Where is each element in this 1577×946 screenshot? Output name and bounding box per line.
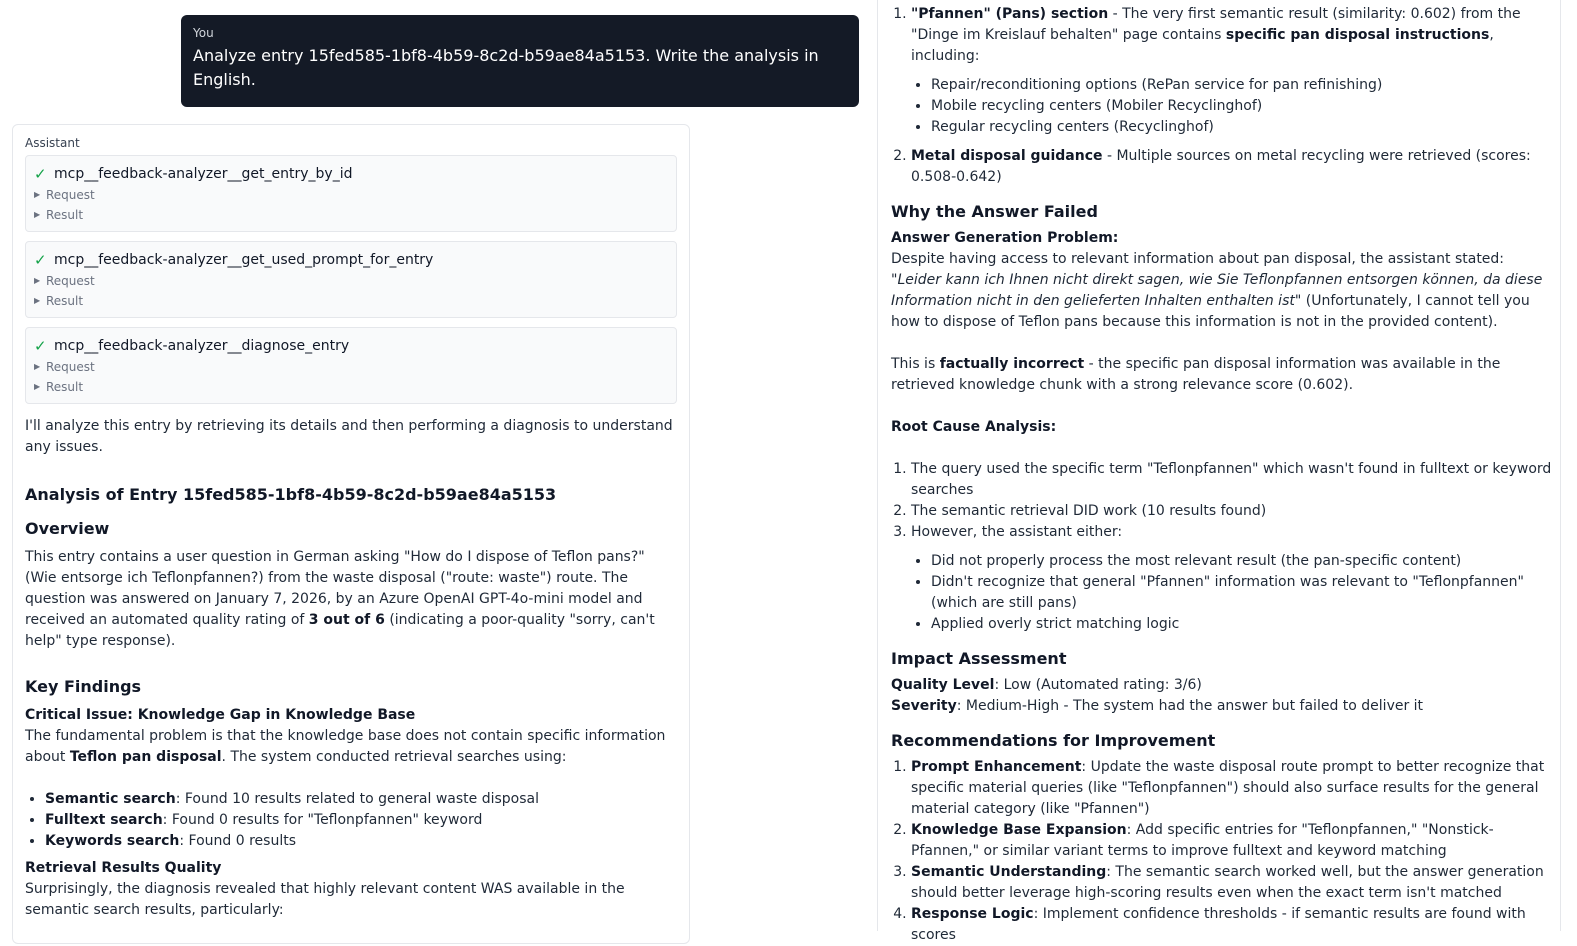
- critical-text-end: . The system conducted retrieval searches using:: [221, 749, 567, 765]
- triangle-right-icon: ▶: [34, 190, 41, 199]
- triangle-right-icon: ▶: [34, 382, 41, 391]
- tool-result-toggle[interactable]: [34, 291, 668, 311]
- fi-text-end: - the specific pan disposal information was available in the retrieved knowledge chunk with a strong relevance score (0.602).: [891, 356, 1501, 393]
- check-icon: ✓: [34, 251, 47, 269]
- retrieval-paragraph: Surprisingly, the diagnosis revealed that highly relevant content WAS available in the semantic search results, particularly:: [25, 881, 625, 918]
- impact-heading: Impact Assessment: [891, 649, 1067, 668]
- tool-call-header: [34, 249, 668, 271]
- list-item-text: However, the assistant either:: [911, 524, 1123, 540]
- tool-result-label: Result: [46, 380, 84, 394]
- tool-request-toggle[interactable]: [34, 185, 668, 205]
- rec-label: Response Logic: [911, 906, 1034, 922]
- list-item: [911, 904, 1552, 946]
- tool-name: mcp__feedback-analyzer__diagnose_entry: [54, 338, 350, 354]
- analysis-continuation-pane: [877, 0, 1560, 943]
- check-icon: ✓: [34, 165, 47, 183]
- critical-bold: Teflon pan disposal: [69, 749, 222, 765]
- check-icon: ✓: [34, 337, 47, 355]
- root-cause-list: [891, 459, 1552, 635]
- severity-text: : Medium-High - The system had the answer but failed to deliver it: [956, 698, 1424, 714]
- overview-rating: 3 out of 6: [308, 612, 385, 628]
- quality-level-line: [891, 675, 1552, 696]
- recommendations-list: [891, 757, 1552, 946]
- tool-result-toggle[interactable]: [34, 205, 668, 225]
- pane-divider: [1560, 0, 1561, 931]
- key-findings-heading: Key Findings: [25, 677, 142, 696]
- triangle-right-icon: ▶: [34, 296, 41, 305]
- tool-call-header: [34, 335, 668, 357]
- agp-quote: "Leider kann ich Ihnen nicht direkt sagen, wie Sie Teflonpfannen entsorgen können, da diese Information nicht in den gelieferten Inhalten enthalten ist": [891, 272, 1543, 309]
- tool-result-label: Result: [46, 294, 84, 308]
- list-item: [911, 757, 1552, 820]
- agp-text-end: (Unfortunately, I cannot tell you how to dispose of Teflon pans because this information is not in the provided content).: [891, 293, 1530, 330]
- list-item: 2. The semantic retrieval DID work (10 results found): [911, 501, 1552, 522]
- assistant-intro: I'll analyze this entry by retrieving its details and then performing a diagnosis to understand any issues.: [25, 418, 673, 455]
- list-item: [45, 789, 677, 810]
- quality-text: : Low (Automated rating: 3/6): [994, 677, 1202, 693]
- assistant-label: Assistant: [25, 136, 80, 150]
- severity-label: Severity: [891, 698, 957, 714]
- tool-call-diagnose: [25, 327, 677, 404]
- tool-request-toggle[interactable]: [34, 357, 668, 377]
- item-text-end: , including:: [911, 27, 1494, 64]
- list-item: [911, 146, 1552, 188]
- tool-call-get-used-prompt: [25, 241, 677, 318]
- overview-text-end: (indicating a poor-quality "sorry, can't help" type response).: [25, 612, 655, 649]
- search-text: : Found 0 results for "Teflonpfannen" keyword: [162, 812, 483, 828]
- user-message-text: Analyze entry 15fed585-1bf8-4b59-8c2d-b59ae84a5153. Write the analysis in English.: [193, 46, 819, 89]
- severity-line: [891, 696, 1552, 717]
- why-failed-heading: Why the Answer Failed: [891, 202, 1098, 221]
- fi-bold: factually incorrect: [939, 356, 1085, 372]
- item-bold: "Pfannen" (Pans) section: [911, 6, 1109, 22]
- factually-incorrect-paragraph: [891, 354, 1552, 396]
- list-item: [45, 810, 677, 831]
- fi-text: This is: [891, 356, 940, 372]
- list-item: [911, 522, 1552, 635]
- tool-request-label: Request: [46, 188, 95, 202]
- root-cause-heading: Root Cause Analysis:: [891, 419, 1057, 435]
- triangle-right-icon: ▶: [34, 276, 41, 285]
- search-results-list: [25, 789, 677, 852]
- rec-text: : Add specific entries for "Teflonpfannen," "Nonstick-Pfannen," or similar variant terms to improve fulltext and keyword matching: [911, 822, 1494, 859]
- user-label: You: [193, 26, 214, 40]
- agp-text: Despite having access to relevant information about pan disposal, the assistant stated:: [891, 251, 1505, 267]
- rec-label: Semantic Understanding: [911, 864, 1107, 880]
- triangle-right-icon: ▶: [34, 210, 41, 219]
- critical-issue-heading: Critical Issue: Knowledge Gap in Knowledge Base: [25, 707, 416, 723]
- quality-label: Quality Level: [891, 677, 995, 693]
- list-item: [911, 820, 1552, 862]
- retrieval-heading: Retrieval Results Quality: [25, 860, 222, 876]
- list-item: • Applied overly strict matching logic: [931, 614, 1552, 635]
- rec-text: : The semantic search worked well, but the answer generation should better leverage high-scoring results even when the exact term isn't matched: [911, 864, 1544, 901]
- tool-call-header: [34, 163, 668, 185]
- item-bold: Metal disposal guidance: [911, 148, 1103, 164]
- overview-heading: Overview: [25, 519, 110, 538]
- answer-generation-heading: Answer Generation Problem:: [891, 230, 1119, 246]
- list-item: • Did not properly process the most relevant result (the pan-specific content): [931, 551, 1552, 572]
- search-label: Fulltext search: [45, 812, 163, 828]
- rec-text: : Update the waste disposal route prompt to better recognize that specific material queries (like "Teflonpfannen") should also surface results for the general material category (like "Pfannen"): [911, 759, 1545, 817]
- tool-request-label: Request: [46, 360, 95, 374]
- list-item: [911, 862, 1552, 904]
- item-text: - The very first semantic result (similarity: 0.602) from the "Dinge im Kreislauf behalten" page contains: [911, 6, 1521, 43]
- search-text: : Found 0 results: [179, 833, 296, 849]
- triangle-right-icon: ▶: [34, 362, 41, 371]
- retrieved-content-list: [891, 4, 1552, 188]
- search-label: Keywords search: [45, 833, 180, 849]
- analysis-title: Analysis of Entry 15fed585-1bf8-4b59-8c2d-b59ae84a5153: [25, 485, 557, 504]
- rec-label: Prompt Enhancement: [911, 759, 1082, 775]
- tool-result-label: Result: [46, 208, 84, 222]
- rec-label: Knowledge Base Expansion: [911, 822, 1127, 838]
- tool-name: mcp__feedback-analyzer__get_entry_by_id: [54, 166, 353, 182]
- search-label: Semantic search: [45, 791, 176, 807]
- list-item: • Didn't recognize that general "Pfannen" information was relevant to "Teflonpfannen" (which are still pans): [931, 572, 1552, 614]
- answer-generation-paragraph: [891, 249, 1552, 333]
- tool-request-label: Request: [46, 274, 95, 288]
- critical-text: The fundamental problem is that the knowledge base does not contain specific information about: [25, 728, 666, 765]
- recommendations-heading: Recommendations for Improvement: [891, 731, 1216, 750]
- list-item: • Regular recycling centers (Recyclinghof): [931, 117, 1552, 138]
- list-item: [911, 4, 1552, 138]
- list-item: [45, 831, 677, 852]
- tool-request-toggle[interactable]: [34, 271, 668, 291]
- list-item: • Repair/reconditioning options (RePan service for pan refinishing): [931, 75, 1552, 96]
- overview-paragraph: [25, 547, 677, 652]
- tool-name: mcp__feedback-analyzer__get_used_prompt_for_entry: [54, 252, 434, 268]
- search-text: : Found 10 results related to general waste disposal: [175, 791, 539, 807]
- item-bold-inline: specific pan disposal instructions: [1225, 27, 1490, 43]
- pan-options-list: [911, 75, 1552, 138]
- rec-text: : Implement confidence thresholds - if semantic results are found with scores: [911, 906, 1526, 943]
- user-message: [181, 15, 859, 107]
- critical-issue-paragraph: [25, 726, 677, 768]
- tool-call-get-entry: [25, 155, 677, 232]
- item-text: - Multiple sources on metal recycling were retrieved (scores: 0.508-0.642): [911, 148, 1531, 185]
- assistant-errors-list: [911, 551, 1552, 635]
- list-item: 1. The query used the specific term "Teflonpfannen" which wasn't found in fulltext or keyword searches: [911, 459, 1552, 501]
- tool-result-toggle[interactable]: [34, 377, 668, 397]
- overview-text: This entry contains a user question in German asking "How do I dispose of Teflon pans?" (Wie entsorge ich Teflonpfannen?) from the waste disposal ("route: waste") route. The question was answered on January 7, 2026, by an Azure OpenAI GPT-4o-mini model and received an automated quality rating of: [25, 549, 645, 628]
- assistant-message: [12, 124, 690, 944]
- list-item: • Mobile recycling centers (Mobiler Recyclinghof): [931, 96, 1552, 117]
